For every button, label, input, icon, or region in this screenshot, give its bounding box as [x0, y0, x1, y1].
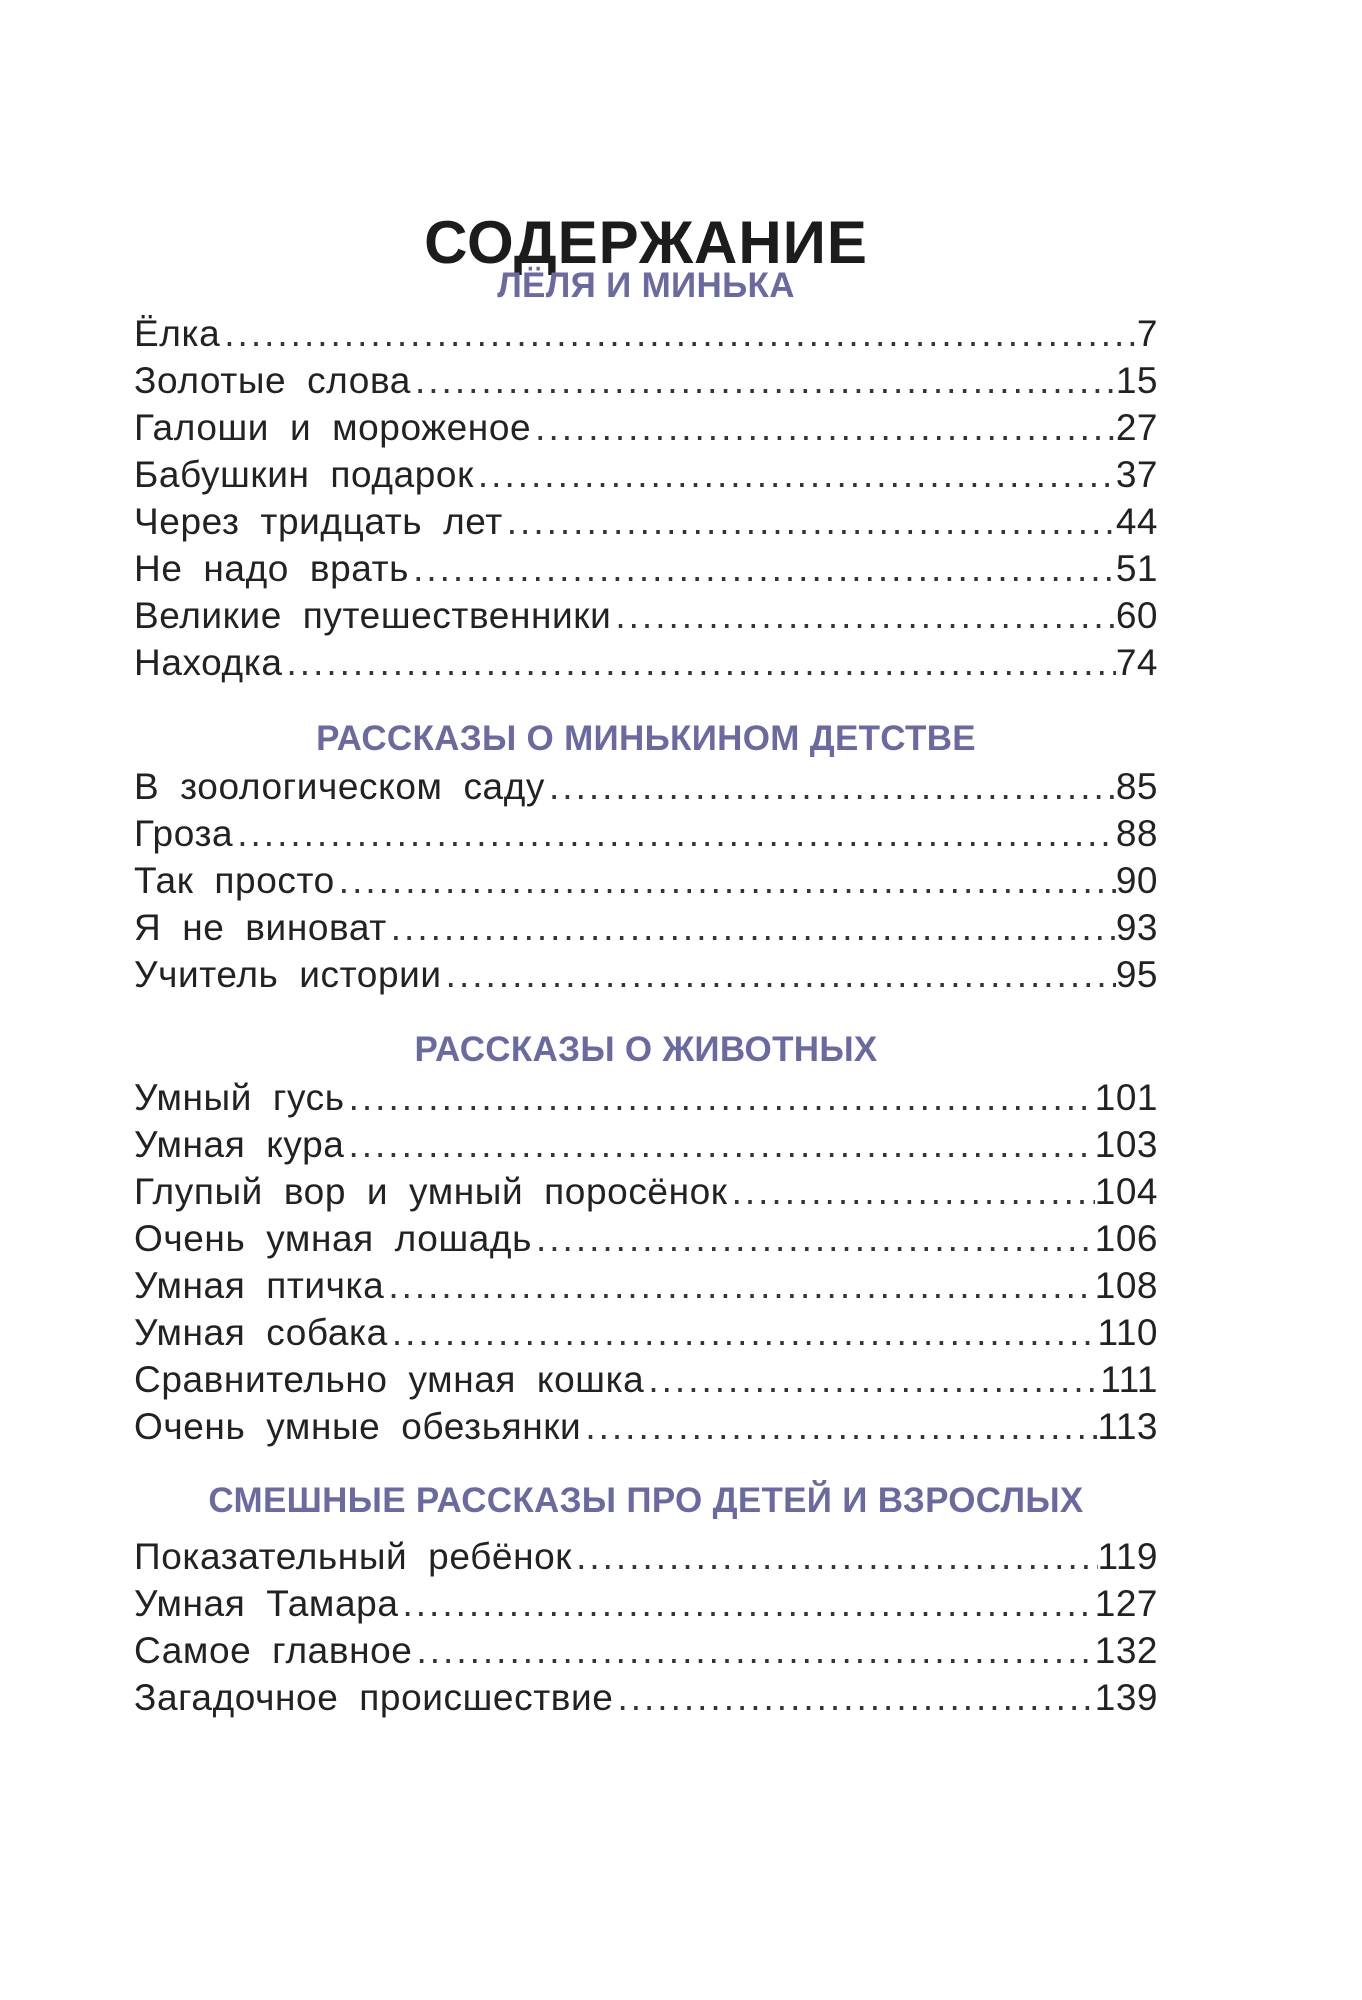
toc-entry[interactable]: [134, 357, 1158, 404]
entry-page-number: 88: [1115, 813, 1158, 854]
entry-page-number: 110: [1097, 1312, 1158, 1353]
dot-leader: [344, 1121, 1094, 1168]
entry-title: В зоологическом саду: [134, 766, 546, 807]
entry-page-number: 37: [1115, 454, 1158, 495]
toc-entry[interactable]: [134, 1168, 1158, 1215]
entry-page-number: 113: [1097, 1406, 1158, 1447]
dot-leader: [442, 951, 1116, 998]
toc-section-o-zhivotnyh: [134, 1028, 1158, 1450]
entry-page-number: 85: [1115, 766, 1158, 807]
entry-title: Находка: [134, 642, 283, 683]
section-title: СМЕШНЫЕ РАССКАЗЫ ПРО ДЕТЕЙ И ВЗРОСЛЫХ: [208, 1481, 1084, 1520]
entry-title: Галоши и мороженое: [134, 407, 532, 448]
entry-page-number: 74: [1115, 642, 1158, 683]
toc-entry[interactable]: [134, 1074, 1158, 1121]
entry-page-number: 95: [1115, 954, 1158, 995]
toc-entry[interactable]: [134, 1262, 1158, 1309]
entry-title: Загадочное происшествие: [134, 1677, 614, 1718]
toc-entry[interactable]: [134, 498, 1158, 545]
entry-title: Через тридцать лет: [134, 501, 503, 542]
entry-title: Умная кура: [134, 1124, 345, 1165]
entry-title: Показательный ребёнок: [134, 1536, 573, 1577]
entry-page-number: 106: [1094, 1218, 1158, 1259]
entry-page-number: 103: [1094, 1124, 1158, 1165]
toc-entry-list: [134, 310, 1158, 686]
entry-page-number: 90: [1115, 860, 1158, 901]
toc-entry[interactable]: [134, 545, 1158, 592]
entry-title: Самое главное: [134, 1630, 413, 1671]
entry-title: Учитель истории: [134, 954, 442, 995]
entry-title: Великие путешественники: [134, 595, 612, 636]
dot-leader: [384, 1262, 1094, 1309]
entry-title: Очень умная лошадь: [134, 1218, 532, 1259]
entry-page-number: 104: [1094, 1171, 1158, 1212]
dot-leader: [233, 810, 1116, 857]
entry-page-number: 15: [1115, 360, 1158, 401]
entry-title: Умная птичка: [134, 1265, 385, 1306]
toc-entry[interactable]: [134, 451, 1158, 498]
toc-entry[interactable]: [134, 951, 1158, 998]
dot-leader: [220, 310, 1137, 357]
entry-page-number: 93: [1115, 907, 1158, 948]
dot-leader: [399, 1580, 1095, 1627]
entry-title: Не надо врать: [134, 548, 410, 589]
toc-entry-list: [134, 1074, 1158, 1450]
entry-title: Глупый вор и умный поросёнок: [134, 1171, 728, 1212]
dot-leader: [345, 1074, 1095, 1121]
entry-page-number: 60: [1115, 595, 1158, 636]
entry-page-number: 111: [1100, 1359, 1158, 1400]
toc-entry[interactable]: [134, 310, 1158, 357]
toc-section-lelya-i-minka: [134, 264, 1158, 686]
toc-entry[interactable]: [134, 1309, 1158, 1356]
dot-leader: [388, 1309, 1098, 1356]
entry-title: Бабушкин подарок: [134, 454, 474, 495]
entry-page-number: 119: [1097, 1536, 1158, 1577]
toc-entry[interactable]: [134, 1533, 1158, 1580]
entry-title: Так просто: [134, 860, 335, 901]
toc-entry[interactable]: [134, 1627, 1158, 1674]
entry-title: Умный гусь: [134, 1077, 345, 1118]
toc-entry[interactable]: [134, 592, 1158, 639]
dot-leader: [545, 763, 1116, 810]
toc-entry-list: [134, 1533, 1158, 1721]
dot-leader: [411, 357, 1116, 404]
dot-leader: [572, 1533, 1097, 1580]
toc-entry[interactable]: [134, 404, 1158, 451]
entry-title: Умная собака: [134, 1312, 388, 1353]
dot-leader: [581, 1403, 1097, 1450]
entry-title: Очень умные обезьянки: [134, 1406, 582, 1447]
entry-page-number: 139: [1094, 1677, 1158, 1718]
entry-title: Золотые слова: [134, 360, 411, 401]
page-title: СОДЕРЖАНИЕ: [424, 209, 868, 277]
toc-entry[interactable]: [134, 857, 1158, 904]
toc-entry-list: [134, 763, 1158, 998]
toc-entry[interactable]: [134, 1403, 1158, 1450]
dot-leader: [283, 639, 1116, 686]
toc-entry[interactable]: [134, 639, 1158, 686]
section-title: РАССКАЗЫ О МИНЬКИНОМ ДЕТСТВЕ: [316, 719, 976, 758]
toc-entry[interactable]: [134, 763, 1158, 810]
section-title: ЛЁЛЯ И МИНЬКА: [497, 266, 795, 305]
entry-title: Ёлка: [134, 313, 221, 354]
toc-entry[interactable]: [134, 1215, 1158, 1262]
entry-page-number: 44: [1115, 501, 1158, 542]
entry-title: Гроза: [134, 813, 234, 854]
entry-page-number: 127: [1094, 1583, 1158, 1624]
entry-title: Умная Тамара: [134, 1583, 399, 1624]
dot-leader: [532, 1215, 1095, 1262]
section-title: РАССКАЗЫ О ЖИВОТНЫХ: [414, 1030, 878, 1069]
entry-page-number: 51: [1115, 548, 1158, 589]
entry-title: Я не виноват: [134, 907, 387, 948]
dot-leader: [412, 1627, 1094, 1674]
toc-entry[interactable]: [134, 1121, 1158, 1168]
toc-entry[interactable]: [134, 904, 1158, 951]
dot-leader: [611, 592, 1115, 639]
dot-leader: [409, 545, 1116, 592]
dot-leader: [613, 1674, 1094, 1721]
entry-page-number: 27: [1115, 407, 1158, 448]
entry-page-number: 108: [1094, 1265, 1158, 1306]
dot-leader: [474, 451, 1116, 498]
toc-entry[interactable]: [134, 1674, 1158, 1721]
entry-title: Сравнительно умная кошка: [134, 1359, 645, 1400]
entry-page-number: 7: [1136, 313, 1158, 354]
toc-section-minkino-detstvo: [134, 717, 1158, 998]
toc-entry[interactable]: [134, 1356, 1158, 1403]
dot-leader: [531, 404, 1116, 451]
entry-page-number: 101: [1094, 1077, 1158, 1118]
toc-section-smeshnye-rasskazy: [134, 1479, 1158, 1721]
dot-leader: [503, 498, 1116, 545]
entry-page-number: 132: [1094, 1630, 1158, 1671]
dot-leader: [335, 857, 1116, 904]
toc-entry[interactable]: [134, 810, 1158, 857]
dot-leader: [728, 1168, 1095, 1215]
dot-leader: [387, 904, 1116, 951]
dot-leader: [644, 1356, 1100, 1403]
toc-entry[interactable]: [134, 1580, 1158, 1627]
